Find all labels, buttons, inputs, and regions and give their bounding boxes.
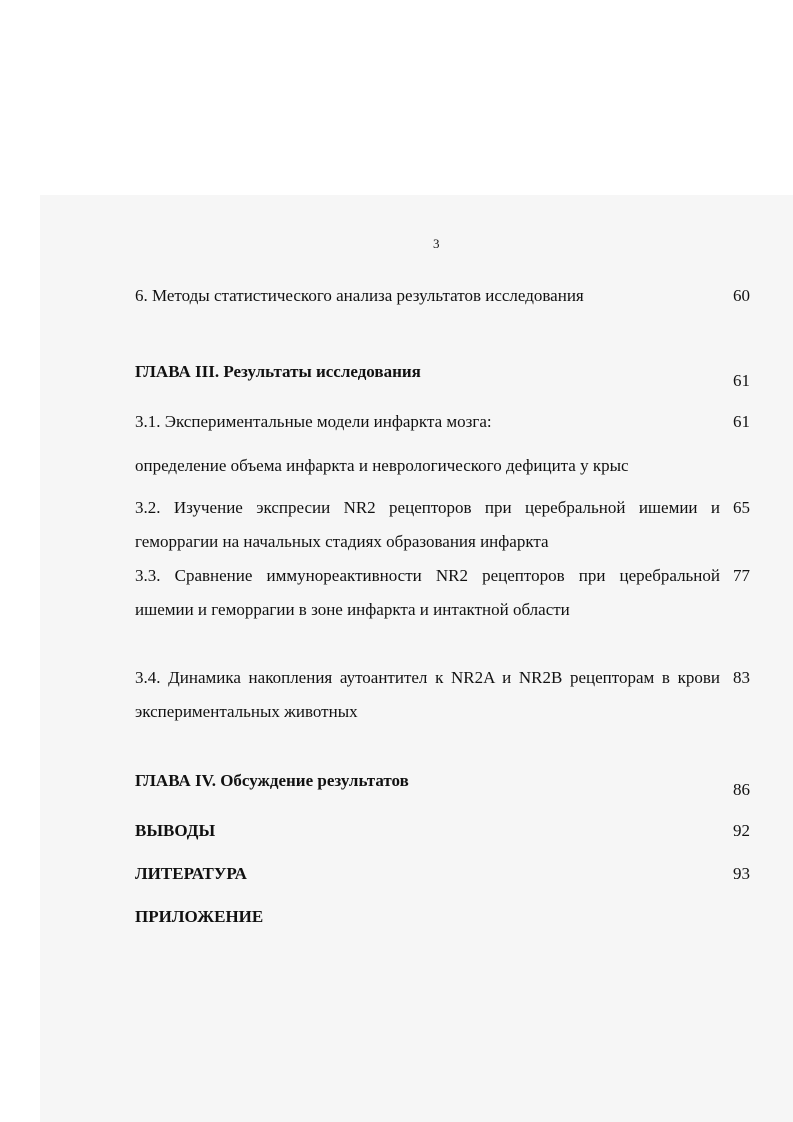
toc-entry-text: 6. Методы статистического анализа результатов исследования — [135, 286, 584, 305]
toc-entry-text: 3.1. Экспериментальные модели инфаркта мозга: — [135, 412, 492, 431]
toc-entry-page: 65 — [733, 498, 750, 517]
toc-entry-text: определение объема инфаркта и неврологического дефицита у крыс — [135, 456, 629, 475]
toc-entry-text: 3.4. Динамика накопления аутоантител к NR2A и NR2B рецепторам в крови экспериментальных животных — [135, 668, 720, 721]
toc-entry-page: 77 — [733, 566, 750, 585]
toc-entry-page: 61 — [733, 412, 750, 431]
toc-entry-page: 60 — [733, 286, 750, 305]
toc-entry-page: 83 — [733, 668, 750, 687]
toc-entry-text: ГЛАВА IV. Обсуждение результатов — [135, 771, 409, 790]
toc-entry-text: ПРИЛОЖЕНИЕ — [135, 907, 264, 926]
toc-entry-text: ГЛАВА III. Результаты исследования — [135, 362, 421, 381]
toc-entry-text: 3.2. Изучение экспресии NR2 рецепторов при церебральной ишемии и геморрагии на начальных стадиях образования инфаркта — [135, 498, 720, 551]
toc-entry-page: 61 — [733, 371, 750, 390]
scan-background — [40, 195, 793, 1122]
toc-entry-page: 93 — [733, 864, 750, 883]
toc-entry-page: 86 — [733, 780, 750, 799]
toc-entry-page: 92 — [733, 821, 750, 840]
toc-entry-text: ВЫВОДЫ — [135, 821, 216, 840]
toc-entry-text: 3.3. Сравнение иммунореактивности NR2 рецепторов при церебральной ишемии и геморрагии в зоне инфаркта и интактной области — [135, 566, 720, 619]
page-number: 3 — [433, 236, 440, 251]
toc-entry-text: ЛИТЕРАТУРА — [135, 864, 247, 883]
